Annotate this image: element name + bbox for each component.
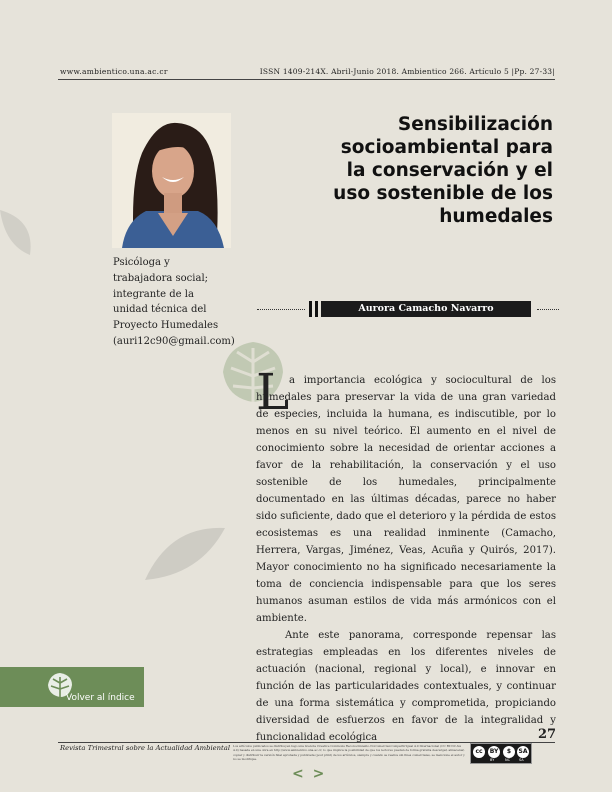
bio-line: integrante de la: [113, 288, 194, 300]
license-text: Los artículos publicados se distribuyen bajo una licencia Creative Commons Reconocimiento-NoComercial-CompartirIgual 4.0 Internacional (CC BY-NC-SA 4.0) basada en una obra en http://www.ambientico.una.ac.cr, lo que implica la posibilidad de que los lectores puedan de forma gratuita descargar, almacenar, copiar y distribuir la versión final aprobada y publicada (post print) de los artículos, siempre y cuando se realice sin fines comerciales, se mencione el autor y no se modifique.: [233, 744, 465, 762]
byline-dots-left: [257, 309, 305, 310]
header-issn: ISSN 1409-214X. Abril-Junio 2018. Ambientico 266. Artículo 5 |Pp. 27-33|: [259, 67, 555, 76]
header-url[interactable]: www.ambientico.una.ac.cr: [60, 67, 168, 76]
previous-page-button[interactable]: <: [292, 766, 304, 782]
background-leaf-decoration: [140, 520, 230, 590]
article-title: [320, 113, 553, 228]
bio-line: Proyecto Humedales: [113, 320, 219, 332]
title-line: uso sostenible de los: [333, 183, 553, 204]
nc-icon: $: [503, 746, 515, 758]
page-number: 27: [538, 727, 557, 742]
author-photo: [112, 113, 231, 248]
paragraph: Ante este panorama, corresponde repensar las estrategias empleadas en los diferentes niveles de actuación (nacional, regional y local), e innovar en función de las particularidades contextuales, y continuar de una forma sistemática y comprometida, propiciando diversidad de esfuerzos en favor de la integralidad y funcionalidad ecológica: [256, 630, 556, 743]
page-navigation: [292, 766, 328, 782]
sa-icon: SA: [517, 746, 529, 758]
byline-dots-right: [537, 309, 559, 310]
volver-label[interactable]: Volver al índice: [66, 693, 135, 703]
journal-name: Revista Trimestral sobre la Actualidad Ambiental: [60, 744, 230, 752]
next-page-button[interactable]: >: [312, 766, 325, 782]
cc-sub-by: BY: [490, 758, 495, 762]
author-bio: [113, 255, 238, 350]
cc-sub-sa: SA: [519, 758, 524, 762]
byline-bars: [309, 301, 319, 317]
author-byline: [257, 301, 559, 317]
cc-icon: cc: [473, 746, 485, 758]
cc-license-badge[interactable]: [470, 743, 532, 764]
drop-cap: L: [256, 363, 290, 421]
cc-sub-nc: NC: [505, 758, 511, 762]
bio-line: unidad técnica del: [113, 304, 207, 316]
bio-email[interactable]: (auri12c90@gmail.com): [113, 335, 235, 347]
article-body: [256, 372, 556, 746]
background-leaf-decoration: [0, 200, 40, 260]
title-line: humedales: [439, 206, 553, 227]
paragraph: a importancia ecológica y sociocultural de los humedales para preservar la vida de una gran variedad de especies, incluida la humana, es indiscutible, por lo menos en su nivel teórico. El aumento en el nivel de conocimiento sobre la necesidad de orientar acciones a favor de la rehabilitación, la conservación y el uso sostenible de los humedales, principalmente documentado en las últimas décadas, parece no haber sido suficiente, dado que el deterioro y la pérdida de estos ecosistemas es una realidad inminente (Camacho, Herrera, Vargas, Jiménez, Veas, Acuña y Quirós, 2017). Mayor conocimiento no ha significado necesariamente la toma de conciencia indispensable para que los seres humanos asuman estilos de vida más armónicos con el ambiente.: [256, 375, 556, 624]
author-name: Aurora Camacho Navarro: [321, 301, 531, 317]
by-icon: BY: [488, 746, 500, 758]
bio-line: Psicóloga y: [113, 257, 170, 268]
header-rule: [58, 79, 555, 80]
bio-line: trabajadora social;: [113, 272, 209, 284]
title-line: Sensibilización: [397, 114, 553, 135]
title-line: la conservación y el: [346, 160, 553, 181]
title-line: socioambiental para: [340, 137, 553, 158]
